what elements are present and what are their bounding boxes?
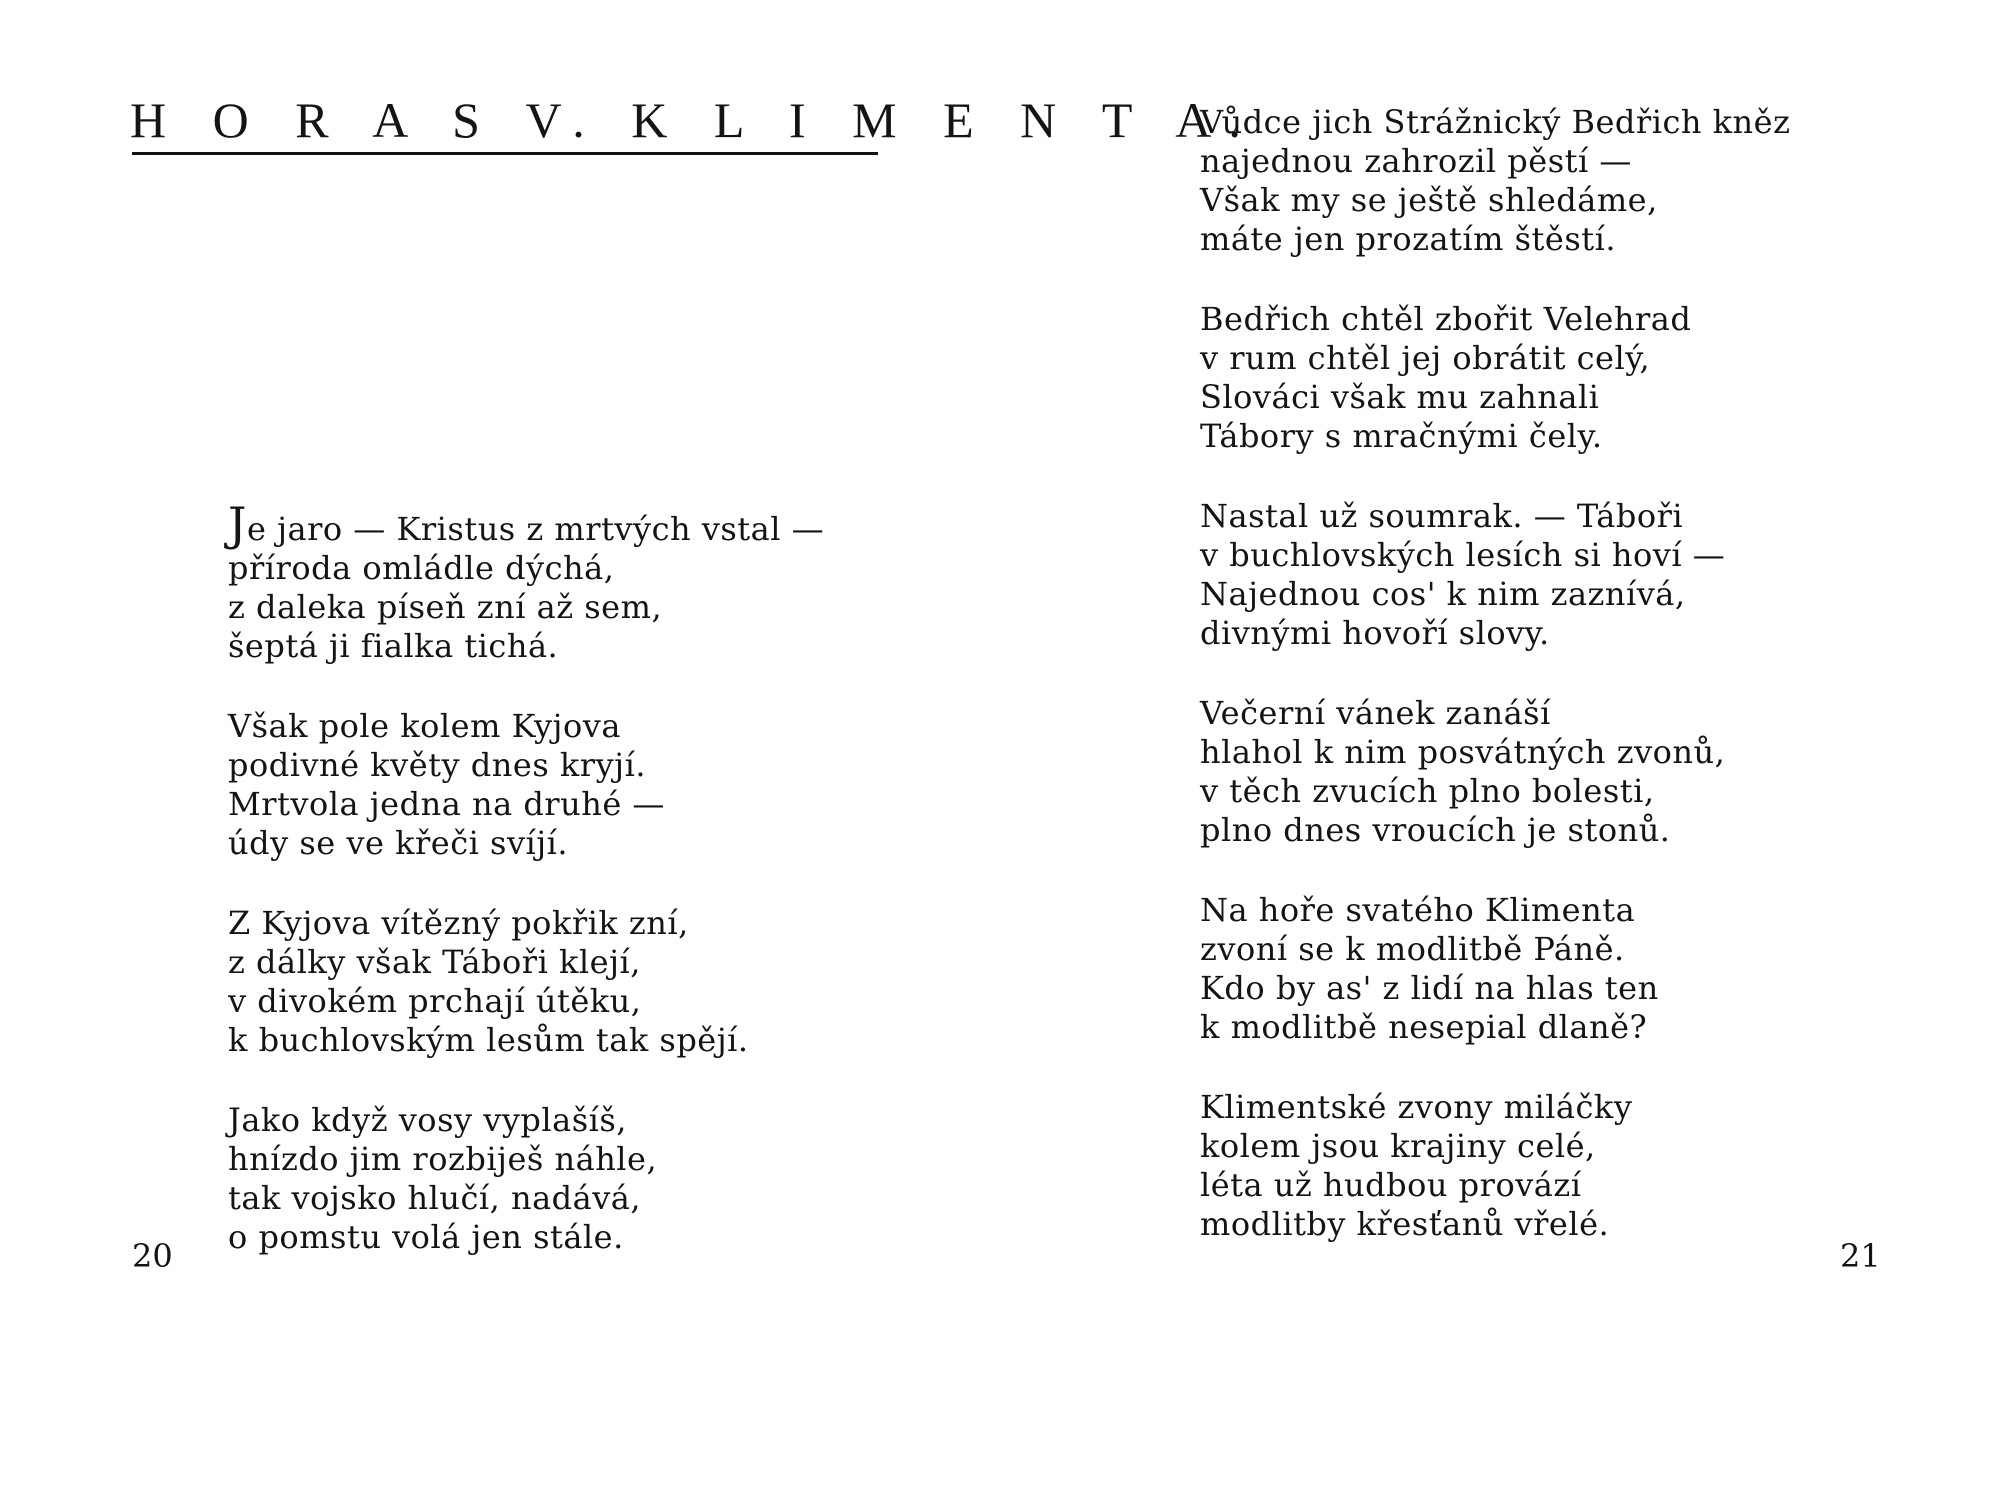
stanza (1200, 300, 1790, 456)
poem-line: tak vojsko hlučí, nadává, (228, 1179, 642, 1217)
stanza (1200, 891, 1790, 1047)
stanza (228, 497, 825, 666)
poem-line: Vůdce jich Strážnický Bedřich kněz (1200, 103, 1791, 141)
initial-letter: J (228, 497, 247, 551)
poem-line: Však my se ještě shledáme, (1200, 181, 1658, 219)
title-underline (132, 152, 878, 155)
page-number: 21 (1840, 1237, 1881, 1275)
poem-line: údy se ve křeči svíjí. (228, 824, 569, 862)
poem-line: k buchlovským lesům tak spějí. (228, 1021, 749, 1059)
poem-line: plno dnes vroucích je stonů. (1200, 811, 1671, 849)
poem-line: Jako když vosy vyplašíš, (228, 1101, 627, 1139)
poem-line: z daleka píseň zní až sem, (228, 588, 663, 626)
stanza (1200, 497, 1790, 653)
poem-line: léta už hudbou provází (1200, 1166, 1582, 1204)
poem-line: k modlitbě nesepial dlaně? (1200, 1008, 1648, 1046)
poem-line: Bedřich chtěl zbořit Velehrad (1200, 300, 1692, 338)
poem-line: hnízdo jim rozbiješ náhle, (228, 1140, 658, 1178)
poem-line: příroda omládle dýchá, (228, 549, 615, 587)
right-page (1000, 0, 2000, 1500)
poem-line: v těch zvucích plno bolesti, (1200, 772, 1655, 810)
poem-line: Na hoře svatého Klimenta (1200, 891, 1636, 929)
poem-line: Nastal už soumrak. — Táboři (1200, 497, 1684, 535)
poem-line: Klimentské zvony miláčky (1200, 1088, 1633, 1126)
poem-line: Kdo by as' z lidí na hlas ten (1200, 969, 1659, 1007)
poem-line: v buchlovských lesích si hoví — (1200, 536, 1726, 574)
poem-line: Slováci však mu zahnali (1200, 378, 1600, 416)
poem-title: H O R A S V. K L I M E N T A. (130, 92, 1258, 148)
poem-line: divnými hovoří slovy. (1200, 614, 1550, 652)
poem-line: v rum chtěl jej obrátit celý, (1200, 339, 1651, 377)
poem-line: máte jen prozatím štěstí. (1200, 220, 1617, 258)
poem-line: o pomstu volá jen stále. (228, 1218, 624, 1256)
poem-line: Najednou cos' k nim zaznívá, (1200, 575, 1686, 613)
poem-line: Však pole kolem Kyjova (228, 707, 621, 745)
poem-line: najednou zahrozil pěstí — (1200, 142, 1632, 180)
stanza (228, 707, 824, 863)
poem-line (228, 497, 825, 551)
stanza (1200, 694, 1790, 850)
poem-right-column (1200, 103, 1790, 1285)
poem-line: Večerní vánek zanáší (1200, 694, 1551, 732)
poem-line: kolem jsou krajiny celé, (1200, 1127, 1596, 1165)
poem-line: podivné květy dnes kryjí. (228, 746, 646, 784)
poem-line: modlitby křesťanů vřelé. (1200, 1205, 1610, 1243)
poem-left-column (228, 497, 825, 1298)
poem-line: šeptá ji fialka tichá. (228, 627, 559, 665)
stanza (228, 1101, 824, 1257)
poem-line: Mrtvola jedna na druhé — (228, 785, 665, 823)
poem-line: z dálky však Táboři klejí, (228, 943, 641, 981)
poem-line: zvoní se k modlitbě Páně. (1200, 930, 1625, 968)
stanza (228, 904, 824, 1060)
stanza (1200, 1088, 1790, 1244)
stanza (1200, 103, 1790, 259)
poem-line: hlahol k nim posvátných zvonů, (1200, 733, 1726, 771)
poem-line: v divokém prchají útěku, (228, 982, 642, 1020)
page-number: 20 (132, 1237, 173, 1275)
poem-line-text: e jaro — Kristus z mrtvých vstal — (246, 510, 825, 548)
poem-line: Z Kyjova vítězný pokřik zní, (228, 904, 689, 942)
poem-line: Tábory s mračnými čely. (1200, 417, 1603, 455)
